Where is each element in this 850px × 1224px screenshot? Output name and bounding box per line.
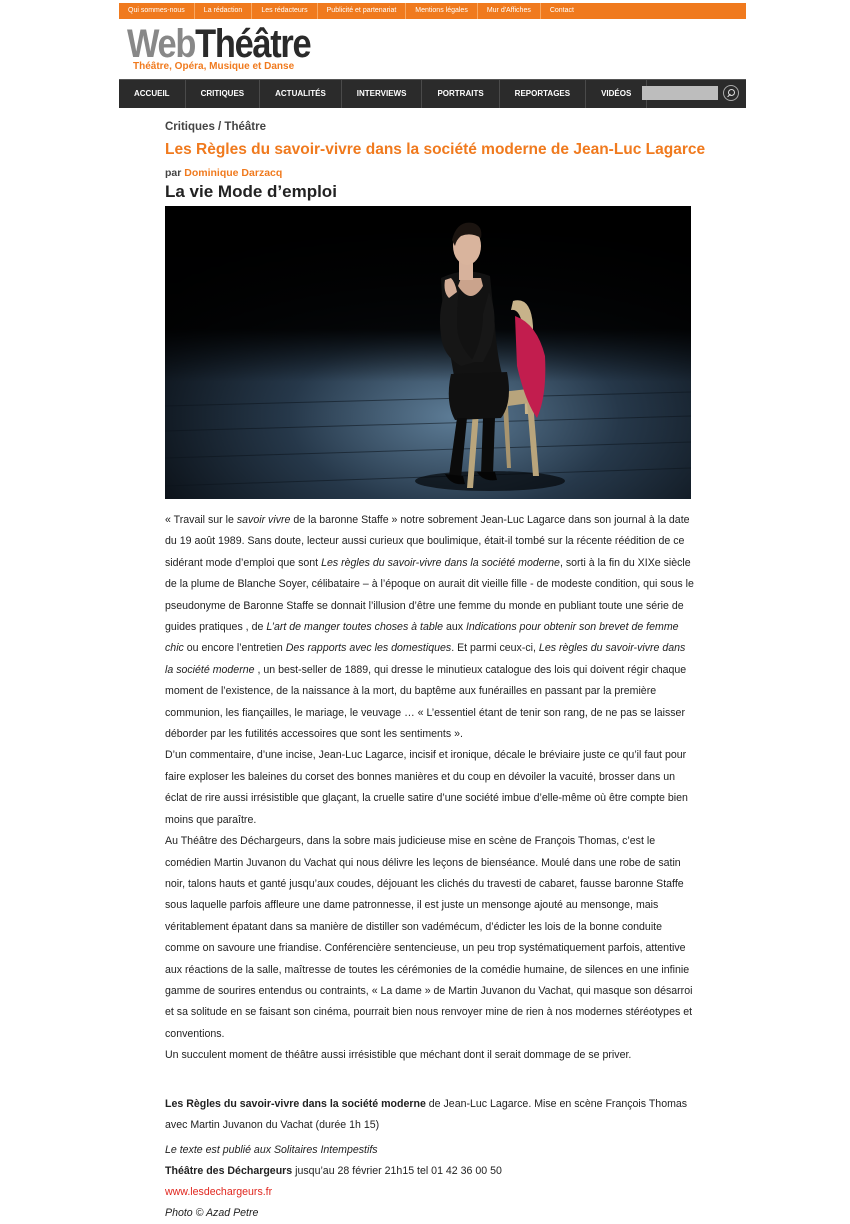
p1-text-4: , sorti à la fin du XIXe siècle de la plume de Blanche Soyer, célibataire – à l’époque on aurait dit vieille fille - de modeste condition, qui sous le pseudonyme de Baronne Staffe se donnait l’illusion d’être une femme du monde en publiant toute une série de guides pratiques , de bbox=[165, 556, 694, 634]
article-title: Les Règles du savoir-vivre dans la société moderne de Jean-Luc Lagarce bbox=[165, 141, 706, 158]
article-body bbox=[165, 510, 695, 1067]
byline-prefix: par bbox=[165, 167, 182, 179]
credits-play bbox=[165, 1094, 695, 1136]
main-nav bbox=[119, 79, 746, 108]
breadcrumb: Critiques / Théâtre bbox=[165, 121, 266, 133]
search-input[interactable] bbox=[642, 86, 718, 100]
stage-photo-illustration bbox=[165, 206, 691, 499]
p1-text-2: de la baronne Staffe » notre sobrement Jean-Luc Lagarce dans son journal à la date du 19 août 1989. Sans doute, lecteur aussi curieux que boulimique, était-il tombé sur la récente réédition de ce sidérant mode d’emploi que sont bbox=[165, 514, 690, 569]
theatre-website-link[interactable]: www.lesdechargeurs.fr bbox=[165, 1186, 273, 1198]
credits-play-title: Les Règles du savoir-vivre dans la société moderne bbox=[165, 1098, 426, 1110]
credits-published: Le texte est publié aux Solitaires Intempestifs bbox=[165, 1144, 378, 1156]
author-link[interactable]: Dominique Darzacq bbox=[184, 167, 283, 179]
p1-em-regles: Les règles du savoir-vivre dans la société moderne bbox=[321, 556, 560, 569]
nav-item-reportages[interactable]: REPORTAGES bbox=[500, 80, 586, 108]
logo-web: Web bbox=[127, 22, 196, 66]
search-button[interactable] bbox=[723, 85, 739, 101]
p1-em-regles-2: Les règles du savoir-vivre dans la société moderne bbox=[165, 642, 686, 676]
p1-em-rapports: Des rapports avec les domestiques bbox=[285, 642, 452, 655]
credits-theatre: Théâtre des Déchargeurs bbox=[165, 1165, 293, 1177]
body-paragraph-2: D’un commentaire, d’une incise, Jean-Luc Lagarce, incisif et ironique, décale le bréviaire juste ce qu’il faut pour faire exploser les baleines du corset des bonnes manières et du coup en dévoiler la vacuité, brosser dans un éclat de rire aussi irrésistible que glaçant, la cruelle satire d’une société imbue d’elle-même où être compte bien moins que paraître. bbox=[165, 749, 688, 826]
p1-em-savoir-vivre: savoir vivre bbox=[236, 514, 291, 526]
article-header bbox=[165, 120, 706, 203]
article-credits bbox=[165, 1094, 695, 1224]
topbar-link-affiches[interactable]: Mur d'Affiches bbox=[478, 3, 541, 19]
nav-item-videos[interactable]: VIDÉOS bbox=[586, 80, 647, 108]
site-logo[interactable] bbox=[127, 24, 340, 73]
nav-item-actualites[interactable]: ACTUALITÉS bbox=[260, 80, 342, 108]
credits-dates: jusqu’au 28 février 21h15 tel 01 42 36 00 50 bbox=[292, 1165, 502, 1177]
article-subtitle: La vie Mode d’emploi bbox=[165, 182, 337, 201]
p1-em-indications: Indications pour obtenir son brevet de femme chic bbox=[165, 621, 679, 655]
p1-text-0: « Travail sur le bbox=[165, 514, 237, 526]
photo-credit: Photo © Azad Petre bbox=[165, 1207, 259, 1219]
topbar-link-redacteurs[interactable]: Les rédacteurs bbox=[252, 3, 317, 19]
byline bbox=[165, 166, 695, 180]
body-paragraph-4: Un succulent moment de théâtre aussi irrésistible que méchant dont il serait dommage de se priver. bbox=[165, 1049, 632, 1062]
top-utility-bar bbox=[119, 3, 746, 19]
topbar-link-qui-sommes-nous[interactable]: Qui sommes-nous bbox=[119, 3, 195, 19]
nav-item-accueil[interactable]: ACCUEIL bbox=[119, 80, 186, 108]
p1-text-8: ou encore l’entretien bbox=[183, 642, 286, 655]
credits-site-line bbox=[165, 1182, 695, 1203]
topbar-link-mentions[interactable]: Mentions légales bbox=[406, 3, 478, 19]
p1-em-art-de-manger: L’art de manger toutes choses à table bbox=[266, 621, 443, 634]
article-photo bbox=[165, 206, 691, 499]
topbar-link-publicite[interactable]: Publicité et partenariat bbox=[318, 3, 407, 19]
p1-text-10: . Et parmi ceux-ci, bbox=[451, 642, 539, 655]
credits-play-rest: de Jean-Luc Lagarce. Mise en scène François Thomas avec Martin Juvanon du Vachat (durée 1h 15) bbox=[165, 1098, 688, 1131]
p1-text-12: , un best-seller de 1889, qui dresse le minutieux catalogue des lois qui doivent régir chaque moment de l’existence, de la naissance à la mort, du baptême aux funérailles en passant par la première communion, les fiançailles, le mariage, le veuvage … « L’essentiel étant de tenir son rang, de ne pas se laisser déborder par les futilités accessoires que sont les sentiments ». bbox=[165, 663, 687, 741]
topbar-link-redaction[interactable]: La rédaction bbox=[195, 3, 253, 19]
nav-item-critiques[interactable]: CRITIQUES bbox=[186, 80, 261, 108]
body-paragraph-1 bbox=[165, 510, 695, 745]
p1-text-6: aux bbox=[443, 621, 466, 634]
logo-theatre: Théâtre bbox=[195, 22, 311, 66]
logo-tagline: Théâtre, Opéra, Musique et Danse bbox=[133, 61, 295, 72]
credits-theatre-line bbox=[165, 1161, 695, 1182]
body-paragraph-3: Au Théâtre des Déchargeurs, dans la sobre mais judicieuse mise en scène de François Thomas, c’est le comédien Martin Juvanon du Vachat qui nous délivre les leçons de bienséance. Moulé dans une robe de satin noir, talons hauts et ganté jusqu’aux coudes, déjouant les clichés du travesti de cabaret, fausse baronne Staffe sous laquelle parfois affleure une dame patronnesse, il est juste un mensonge ajouté au mensonge, mais véritablement épatant dans sa manière de distiller son vadémécum, d’édicter les lois de la bonne conduite comme on savoure une friandise. Conférencière sentencieuse, un peu trop systématiquement parfois, attentive aux réactions de la salle, maîtresse de toutes les cérémonies de la comédie humaine, de silences en une infinie gamme de sourires entendus ou contraints, « La dame » de Martin Juvanon du Vachat, qui masque son désarroi et sa solitude en se faisant son cinéma, pourrait bien nous renvoyer mine de rien à nos modernes stéréotypes et conventions. bbox=[165, 835, 693, 1040]
nav-item-portraits[interactable]: PORTRAITS bbox=[422, 80, 499, 108]
nav-item-interviews[interactable]: INTERVIEWS bbox=[342, 80, 423, 108]
topbar-link-contact[interactable]: Contact bbox=[549, 7, 574, 14]
